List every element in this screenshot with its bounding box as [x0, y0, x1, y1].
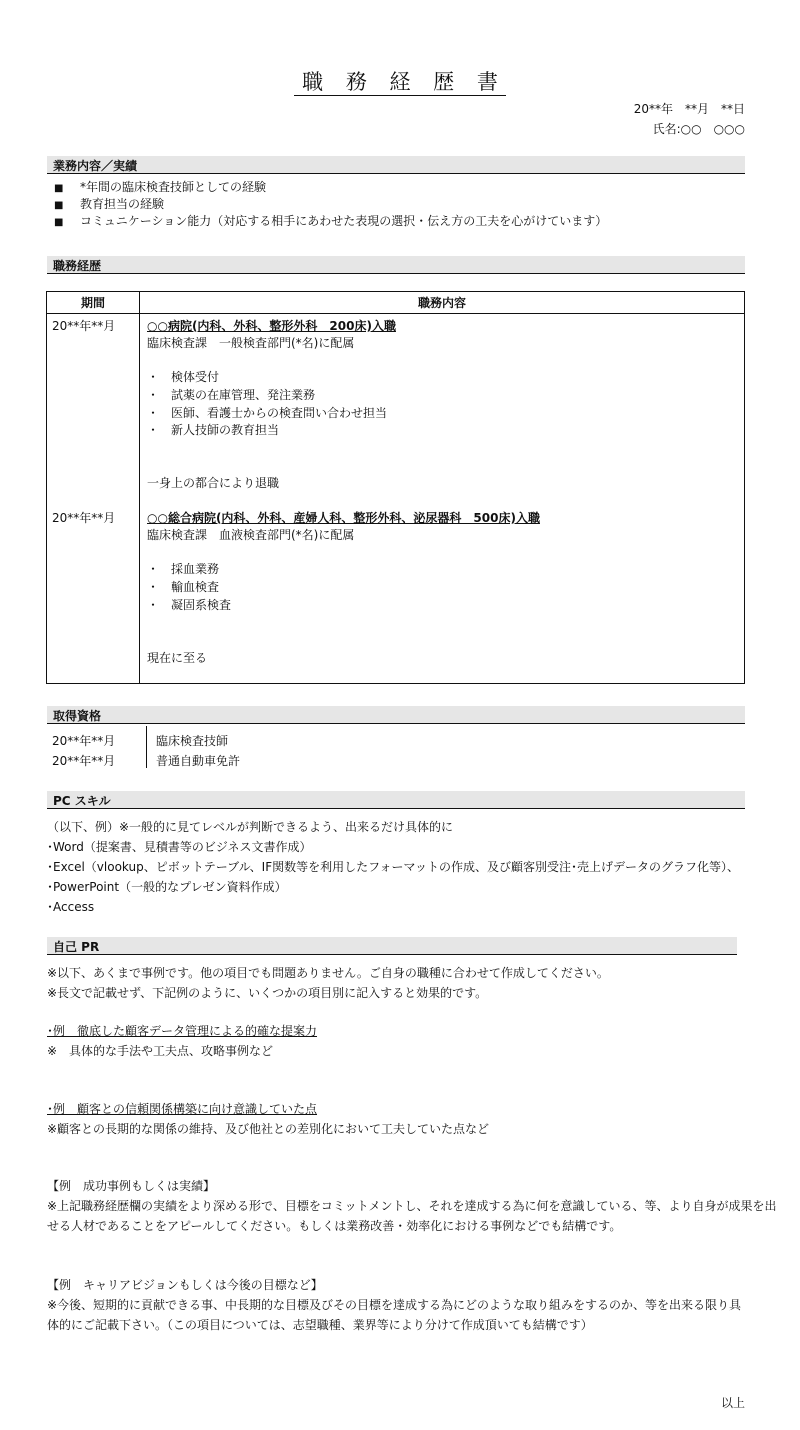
entry-dept: 臨床検査課 一般検査部門(*名)に配属: [147, 336, 355, 350]
pc-skill-line: ･PowerPoint（一般的なプレゼン資料作成）: [47, 880, 287, 894]
section-header-pc-skills: PC スキル: [47, 791, 745, 809]
entry-title: ○○総合病院(内科、外科、産婦人科、整形外科、泌尿器科 500床)入職: [147, 511, 540, 525]
entry-title: ○○病院(内科、外科、整形外科 200床)入職: [147, 319, 396, 333]
list-item: ■ *年間の臨床検査技師としての経験: [54, 180, 267, 194]
qualification-date: 20**年**月: [52, 734, 116, 748]
qualification-date: 20**年**月: [52, 754, 116, 768]
entry-end: 一身上の都合により退職: [147, 476, 280, 490]
pr-example-title: 【例 キャリアビジョンもしくは今後の目標など】: [47, 1278, 323, 1292]
pr-example-body: ※ 具体的な手法や工夫点、攻略事例など: [47, 1044, 274, 1058]
page-title: 職 務 経 歴 書: [0, 66, 800, 96]
pc-skill-line: ･Access: [47, 900, 95, 914]
task-item: ・ 凝固系検査: [147, 598, 232, 612]
column-header-content: 職務内容: [140, 292, 745, 314]
entry-dept: 臨床検査課 血液検査部門(*名)に配属: [147, 528, 355, 542]
task-item: ・ 採血業務: [147, 562, 220, 576]
pr-example-body: 体的にご記載下さい。（この項目については、志望職種、業界等により分けて作成頂いても結構です）: [47, 1318, 593, 1332]
section-header-self-pr: 自己 PR: [47, 937, 737, 955]
pr-example-body: ※今後、短期的に貢献できる事、中長期的な目標及びその目標を達成する為にどのような取り組みをするのか、等を出来る限り具: [47, 1298, 742, 1312]
list-item: ■ コミュニケーション能力（対応する相手にあわせた表現の選択・伝え方の工夫を心がけています）: [54, 214, 608, 228]
pr-intro: ※長文で記載せず、下記例のように、いくつかの項目別に記入すると効果的です。: [47, 986, 488, 1000]
qualification-name: 普通自動車免許: [156, 754, 241, 768]
pr-example-title: 【例 成功事例もしくは実績】: [47, 1179, 216, 1193]
pc-skill-line: （以下、例）※一般的に見てレベルが判断できるよう、出来るだけ具体的に: [47, 820, 454, 834]
pr-example-title: ･例 徹底した顧客データ管理による的確な提案力: [47, 1024, 318, 1038]
list-item: ■ 教育担当の経験: [54, 197, 165, 211]
entry-period: 20**年**月: [52, 511, 116, 525]
task-item: ・ 新人技師の教育担当: [147, 423, 280, 437]
section-header-duties: 業務内容／実績: [47, 156, 745, 174]
pr-example-body: せる人材であることをアピールしてください。もしくは業務改善・効率化における事例などでも結構です。: [47, 1219, 622, 1233]
column-header-period: 期間: [47, 292, 140, 314]
qualification-name: 臨床検査技師: [156, 734, 229, 748]
pc-skill-line: ･Excel（vlookup、ピボットテーブル、IF関数等を利用したフォーマットの作成、及び顧客別受注･売上げデータのグラフ化等）、: [47, 860, 740, 874]
pr-example-body: ※上記職務経歴欄の実績をより深める形で、目標をコミットメントし、それを達成する為に何を意識している、等、より自身が成果を出: [47, 1199, 777, 1213]
task-item: ・ 試薬の在庫管理、発注業務: [147, 388, 316, 402]
pr-example-title: ･例 顧客との信頼関係構築に向け意識していた点: [47, 1102, 318, 1116]
task-item: ・ 検体受付: [147, 370, 220, 384]
section-header-qualifications: 取得資格: [47, 706, 745, 724]
author-name: 氏名:○○ ○○○: [652, 122, 745, 136]
document-date: 20**年 **月 **日: [633, 102, 745, 116]
entry-end: 現在に至る: [147, 651, 208, 665]
entry-period: 20**年**月: [52, 319, 116, 333]
closing-text: 以上: [720, 1396, 745, 1410]
pc-skill-line: ･Word（提案書、見積書等のビジネス文書作成）: [47, 840, 312, 854]
qualification-divider: [146, 726, 147, 768]
task-item: ・ 医師、看護士からの検査問い合わせ担当: [147, 406, 388, 420]
task-item: ・ 輸血検査: [147, 580, 220, 594]
section-header-history: 職務経歴: [47, 256, 745, 274]
pr-example-body: ※顧客との長期的な関係の維持、及び他社との差別化において工夫していた点など: [47, 1122, 490, 1136]
pr-intro: ※以下、あくまで事例です。他の項目でも問題ありません。ご自身の職種に合わせて作成してください。: [47, 966, 609, 980]
